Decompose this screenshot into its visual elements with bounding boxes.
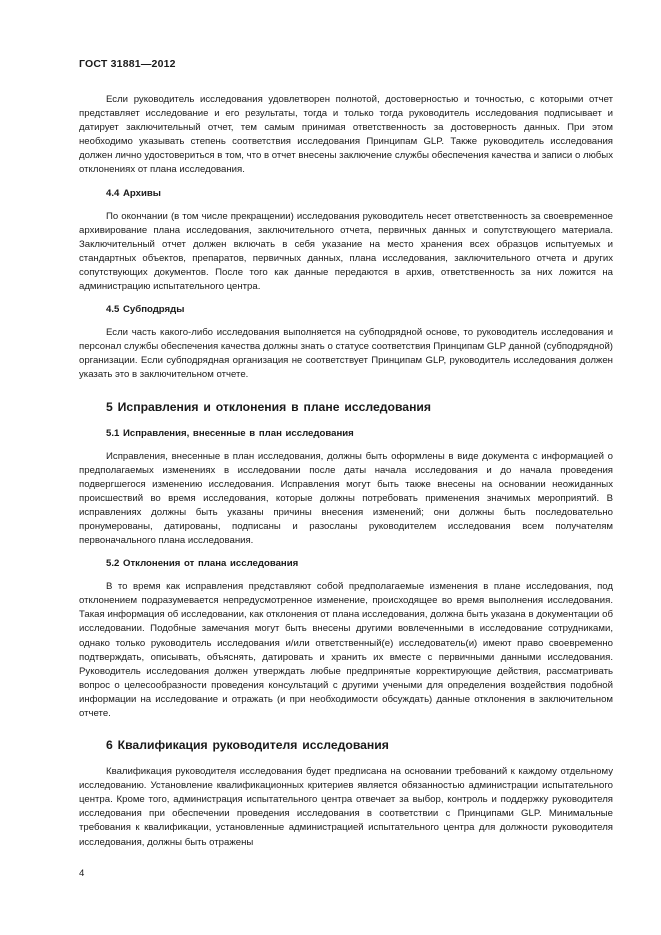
intro-paragraph: Если руководитель исследования удовлетворен полнотой, достоверностью и точностью, с которыми отчет представляет исследование и его результаты, тогда и только тогда руководитель исследования подписывает и датирует заключительный отчет, тем самым принимая ответственность за достоверность данных. При этом необходимо указывать степень соответствия исследования Принципам GLP. Также руководитель исследования должен лично удостовериться в том, что в отчет внесены заключение службы обеспечения качества и записи о любых отклонениях от плана исследования. <box>79 94 613 176</box>
document-body <box>79 93 613 850</box>
section-6-paragraph: Квалификация руководителя исследования будет предписана на основании требований к каждому отдельному исследованию. Установление квалификационных критериев является обязанностью администрации испытательного центра. Кроме того, администрация испытательного центра отвечает за выбор, контроль и поддержку руководителя исследования при обеспечении проведения исследования в соответствии с Принципами GLP. Минимальные требования к квалификации, установленные администрацией испытательного центра для должности руководителя исследования, должны быть отражены <box>79 766 613 848</box>
section-5-2-heading: 5.2 Отклонения от плана исследования <box>106 558 299 570</box>
section-4-5-heading: 4.5 Субподряды <box>106 304 185 316</box>
page-number: 4 <box>79 868 85 879</box>
section-4-5-paragraph: Если часть какого-либо исследования выполняется на субподрядной основе, то руководитель исследования и персонал службы обеспечения качества должны знать о статусе соответствия Принципам GLP данной (субподрядной) организации. Если субподрядная организация не соответствует Принципам GLP, руководитель исследования должен указать это в заключительном отчете. <box>79 327 613 381</box>
section-5-1-heading: 5.1 Исправления, внесенные в план исследования <box>106 427 354 439</box>
section-5-1-paragraph: Исправления, внесенные в план исследования, должны быть оформлены в виде документа с информацией о предполагаемых изменениях в исследовании после даты начала исследования и до начала проведения подвергшегося изменению исследования. Исправления могут быть также внесены на основании неожиданных происшествий во время исследования, которые должны потребовать применения значимых мероприятий. В исправлениях должны быть указаны причины внесения изменений; они должны быть последовательно пронумерованы, датированы, подписаны и разосланы руководителем исследования всем получателям первоначального плана исследования. <box>79 450 613 547</box>
document-header: ГОСТ 31881—2012 <box>79 58 176 70</box>
section-4-4-paragraph: По окончании (в том числе прекращении) исследования руководитель несет ответственность за своевременное архивирование плана исследования, заключительного отчета, первичных данных и сопутствующего материала. Заключительный отчет должен включать в себя указание на место хранения всех образцов испытуемых и стандартных объектов, препаратов, первичных данных, плана исследования, заключительного отчета и других сопутствующих документов. После того как данные передаются в архив, ответственность за них ложится на администрацию испытательного центра. <box>79 210 613 293</box>
section-5-2-paragraph: В то время как исправления представляют собой предполагаемые изменения в плане исследования, под отклонением подразумевается непредусмотренное изменение, происходящее во время выполнения исследования. Такая информация об исследовании, как отклонения от плана исследования, должна быть указана в документации об исследовании. Подобные замечания могут быть внесены другими вовлеченными в исследование сотрудниками, однако только руководитель исследования и/или ответственный(е) исследователь(и) имеют право своевременно подтверждать, описывать, объяснять, датировать и хранить их вместе с первичными данными исследования. Руководитель исследования должен утверждать любые предпринятые корректирующие действия, рассматривать вопрос о целесообразности проведения консультаций с другими учеными для определения воздействия подобной информации на исследование и отражать (и при необходимости обсуждать) данные отклонения в заключительном отчете. <box>79 581 613 719</box>
section-6-heading: 6 Квалификация руководителя исследования <box>106 738 389 753</box>
section-4-4-heading: 4.4 Архивы <box>106 187 161 199</box>
section-5-heading: 5 Исправления и отклонения в плане исследования <box>106 399 432 414</box>
